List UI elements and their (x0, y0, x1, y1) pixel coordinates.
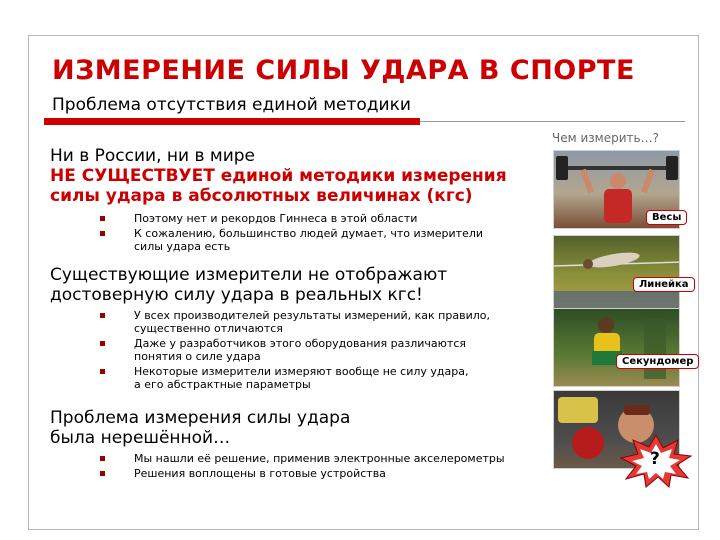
high-jump-photo (553, 235, 680, 314)
bullet-text: Даже у разработчиков этого оборудования различаются (134, 337, 466, 350)
bullet-text: существенно отличаются (134, 322, 283, 335)
bullet-text: Решения воплощены в готовые устройства (134, 467, 386, 480)
bullet-text: К сожалению, большинство людей думает, что измерители (134, 227, 484, 240)
bullet-text: Некоторые измерители измеряют вообще не силу удара, (134, 365, 469, 378)
bullet-square-icon (100, 369, 105, 374)
section3-line2: была нерешённой… (50, 428, 231, 448)
tag-scales: Весы (646, 210, 687, 225)
tag-ruler: Линейка (633, 277, 695, 292)
section1-bullets (100, 212, 483, 255)
bullet-square-icon (100, 231, 105, 236)
bullet-square-icon (100, 471, 105, 476)
section2-text (50, 265, 447, 305)
bullet-square-icon (100, 216, 105, 221)
section2-line1: Существующие измерители не отображают (50, 265, 448, 285)
bullet-square-icon (100, 313, 105, 318)
section2-line2: достоверную силу удара в реальных кгс! (50, 285, 423, 305)
bullet-text: Поэтому нет и рекордов Гиннеса в этой области (134, 212, 418, 225)
list-item-continuation (100, 378, 490, 391)
list-item (100, 337, 490, 350)
section1-emphasis-line1: НЕ СУЩЕСТВУЕТ единой методики измерения (50, 166, 507, 186)
list-item (100, 365, 490, 378)
tag-stopwatch: Секундомер (616, 354, 699, 369)
title-rule (44, 118, 420, 125)
question-mark-text: ? (650, 449, 660, 469)
bullet-text: понятия о силе удара (134, 350, 261, 363)
list-item (100, 309, 490, 322)
bullet-square-icon (100, 456, 105, 461)
list-item (100, 227, 483, 240)
title-rule-thin (420, 121, 685, 122)
section2-bullets (100, 309, 490, 393)
list-item-continuation (100, 240, 483, 253)
section1-emphasis-line2: силы удара в абсолютных величинах (кгс) (50, 186, 473, 206)
bullet-text: а его абстрактные параметры (134, 378, 311, 391)
section3-line1: Проблема измерения силы удара (50, 408, 351, 428)
section3-bullets (100, 452, 505, 482)
sidebar-heading: Чем измерить…? (552, 131, 659, 145)
section1-text (50, 146, 507, 206)
section3-text (50, 408, 350, 448)
section1-line1: Ни в России, ни в мире (50, 146, 256, 166)
list-item-continuation (100, 350, 490, 363)
list-item (100, 212, 483, 225)
list-item-continuation (100, 322, 490, 335)
list-item (100, 452, 505, 465)
bullet-text: У всех производителей результаты измерений, как правило, (134, 309, 490, 322)
sprinter-photo (553, 308, 680, 387)
bullet-square-icon (100, 341, 105, 346)
bullet-text: Мы нашли её решение, применив электронные акселерометры (134, 452, 505, 465)
sprinter-image (554, 309, 680, 387)
list-item (100, 467, 505, 480)
slide-subtitle: Проблема отсутствия единой методики (52, 95, 411, 115)
high-jump-image (554, 236, 680, 314)
bullet-text: силы удара есть (134, 240, 231, 253)
slide-title: ИЗМЕРЕНИЕ СИЛЫ УДАРА В СПОРТЕ (52, 55, 635, 86)
